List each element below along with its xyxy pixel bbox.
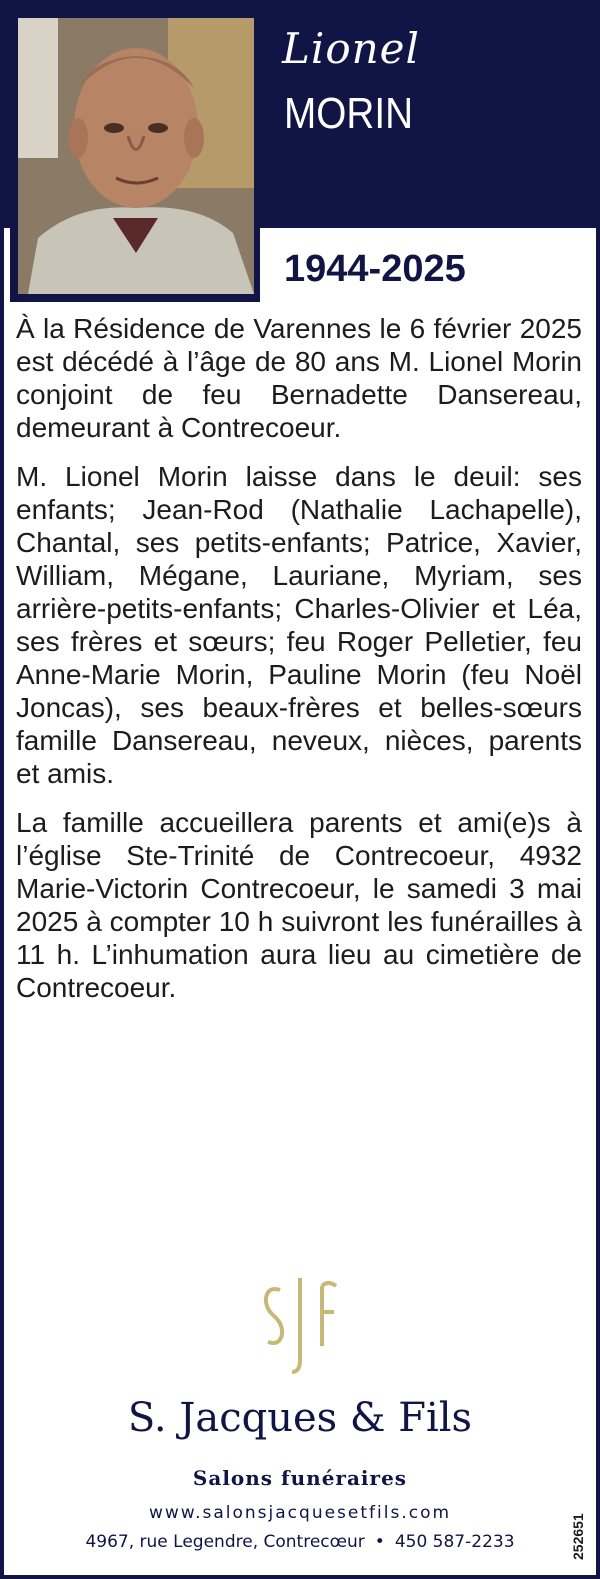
funeral-home-subtitle: Salons funéraires bbox=[192, 1466, 408, 1490]
funeral-home-address: 4967, rue Legendre, Contrecœur bbox=[85, 1532, 365, 1552]
paragraph-death-notice: À la Résidence de Varennes le 6 février 2025 est décédé à l’âge de 80 ans M. Lionel Morin conjoint de feu Bernadette Dansereau, demeurant à Contrecoeur. bbox=[16, 313, 582, 443]
obituary-body bbox=[16, 312, 582, 1020]
paragraph-survivors: M. Lionel Morin laisse dans le deuil: ses enfants; Jean-Rod (Nathalie Lachapelle), Chantal, ses petits-enfants; Patrice, Xavier, William, Mégane, Lauriane, Myriam, ses arrière-petits-enfants; Charles-Olivier et Léa, ses frères et sœurs; feu Roger Pelletier, feu Anne-Marie Morin, Pauline Morin (feu Noël Joncas), ses beaux-frères et belles-sœurs famille Dansereau, neveux, nièces, parents et amis. bbox=[16, 461, 582, 789]
deceased-first-name: Lionel bbox=[282, 24, 420, 73]
portrait-illustration bbox=[18, 18, 254, 294]
portrait-photo bbox=[18, 18, 254, 294]
funeral-home-name: S. Jacques & Fils bbox=[127, 1395, 473, 1441]
sjf-monogram-logo bbox=[250, 1272, 350, 1382]
monogram-icon bbox=[250, 1272, 350, 1382]
funeral-home-contact bbox=[0, 1532, 600, 1552]
funeral-home-website: www.salonsjacquesetfils.com bbox=[148, 1503, 452, 1523]
paragraph-service-details: La famille accueillera parents et ami(e)s à l’église Ste-Trinité de Contrecoeur, 4932 Marie-Victorin Contrecoeur, le samedi 3 mai 2025 à compter 10 h suivront les funérailles à 11 h. L’inhumation aura lieu au cimetière de Contrecoeur. bbox=[16, 807, 582, 1003]
life-years: 1944-2025 bbox=[284, 248, 466, 290]
funeral-home-phone: 450 587-2233 bbox=[394, 1532, 515, 1552]
bullet-separator: • bbox=[374, 1532, 385, 1552]
deceased-last-name: MORIN bbox=[284, 89, 414, 138]
ad-reference-number: 252651 bbox=[570, 1513, 586, 1560]
